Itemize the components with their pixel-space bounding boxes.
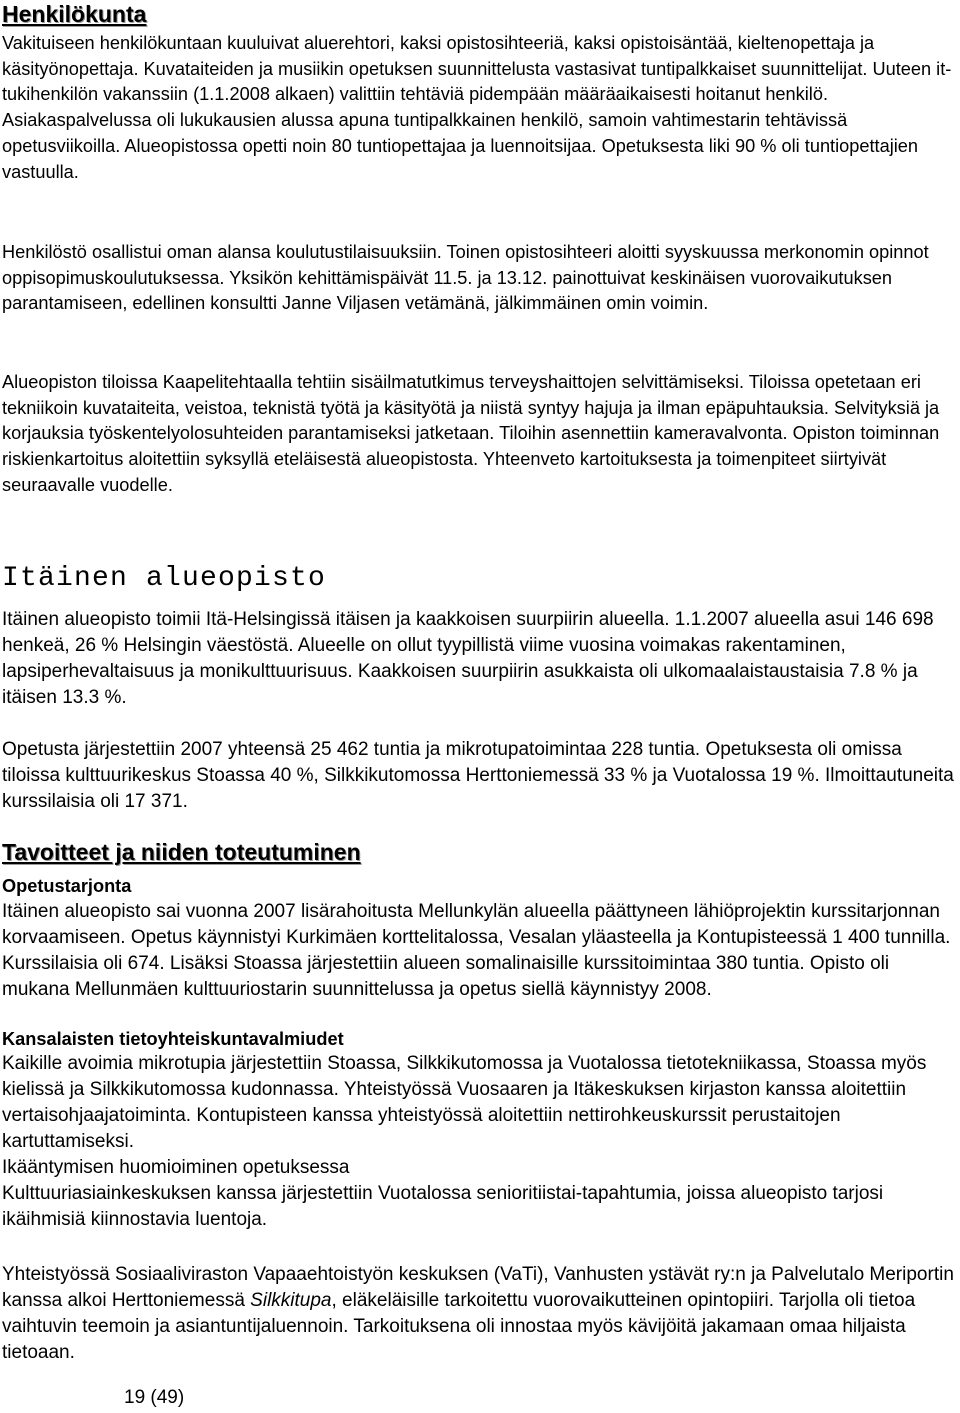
subheading-kansalaiset: Kansalaisten tietoyhteiskuntavalmiudet	[2, 1029, 344, 1049]
paragraph-itainen-2: Opetusta järjestettiin 2007 yhteensä 25 462 tuntia ja mikrotupatoimintaa 228 tuntia. Opetuksesta oli omissa tiloissa kulttuurikeskus Stoassa 40 %, Silkkikutomossa Herttoniemessä 33 % ja Vuotalossa 19 %. Ilmoittautuneita kurssilaisia oli 17 371.	[2, 739, 954, 813]
heading-itainen-alueopisto: Itäinen alueopisto	[2, 563, 327, 594]
paragraph-opetustarjonta: Itäinen alueopisto sai vuonna 2007 lisärahoitusta Mellunkylän alueella päättyneen lähiöprojektin kurssitarjonnan korvaamiseen. Opetus käynnistyi Kurkimäen korttelitalossa, Vesalan yläasteella ja Kontupisteessä 1 400 tunnilla. Kurssilaisia oli 674. Lisäksi Stoassa järjestettiin alueen somalinaisille kurssitoimintaa 380 tuntia. Opisto oli mukana Mellunmäen kulttuuriostarin suunnittelussa ja opetus siellä käynnistyy 2008.	[2, 901, 951, 1001]
paragraph-yhteistyo	[2, 1262, 957, 1366]
paragraph-henkilokunta-2: Henkilöstö osallistui oman alansa koulutustilaisuuksiin. Toinen opistosihteeri aloitti syyskuussa merkonomin opinnot oppisopimuskoulutuksessa. Yksikön kehittämispäivät 11.5. ja 13.12. painottuivat keskinäisen vuorovaikutuksen parantamiseen, edellinen konsultti Janne Viljasen vetämänä, jälkimmäinen omin voimin.	[2, 242, 929, 314]
yhteistyo-text-before: Yhteistyössä Sosiaaliviraston Vapaaehtoistyön keskuksen (VaTi), Vanhusten ystävät ry:n ja Palvelutalo Meriportin kanssa alkoi Herttoniemessä	[2, 1264, 954, 1312]
yhteistyo-emphasis-silkkitupa: Silkkitupa	[250, 1290, 332, 1312]
page-number: 19 (49)	[124, 1387, 185, 1408]
heading-henkilokunta: Henkilökunta	[2, 1, 147, 27]
subheading-ikaantyminen: Ikääntymisen huomioiminen opetuksessa	[2, 1157, 350, 1178]
subheading-opetustarjonta: Opetustarjonta	[2, 876, 132, 896]
paragraph-itainen-1: Itäinen alueopisto toimii Itä-Helsingissä itäisen ja kaakkoisen suurpiirin alueella. 1.1.2007 alueella asui 146 698 henkeä, 26 % Helsingin väestöstä. Alueelle on ollut tyypillistä viime vuosina voimakas rakentaminen, lapsiperhevaltaisuus ja monikulttuurisuus. Kaakkoisen suurpiirin asukkaista oli ulkomaalaistaustaisia 7.8 % ja itäisen 13.3 %.	[2, 609, 934, 709]
heading-tavoitteet: Tavoitteet ja niiden toteutuminen	[2, 839, 361, 865]
paragraph-henkilokunta-1: Vakituiseen henkilökuntaan kuuluivat aluerehtori, kaksi opistosihteeriä, kaksi opistoisäntää, kieltenopettaja ja käsityönopettaja. Kuvataiteiden ja musiikin opetuksen suunnittelusta vastasivat tuntipalkkaiset suunnittelijat. Uuteen it-tukihenkilön vakanssiin (1.1.2008 alkaen) valittiin tehtäviä pidempään määräaikaisesti hoitanut henkilö. Asiakaspalvelussa oli lukukausien alussa apuna tuntipalkkainen henkilö, samoin vahtimestarin tehtävissä opetusviikoilla. Alueopistossa opetti noin 80 tuntiopettajaa ja luennoitsijaa. Opetuksesta liki 90 % oli tuntiopettajien vastuulla.	[2, 33, 952, 182]
paragraph-ikaantyminen: Kulttuuriasiainkeskuksen kanssa järjestettiin Vuotalossa senioritiistai-tapahtumia, joissa alueopisto tarjosi ikäihmisiä kiinnostavia luentoja.	[2, 1183, 884, 1231]
yhteistyo-text-after: , eläkeläisille tarkoitettu vuorovaikutteinen opintopiiri. Tarjolla oli tietoa vaihtuvin teemoin ja asiantuntijaluennoin. Tarkoituksena oli innostaa myös kävijöitä jakamaan omaa hiljaista tietoaan.	[2, 1290, 916, 1364]
paragraph-kansalaiset: Kaikille avoimia mikrotupia järjestettiin Stoassa, Silkkikutomossa ja Vuotalossa tietotekniikassa, Stoassa myös kielissä ja Silkkikutomossa kudonnassa. Yhteistyössä Vuosaaren ja Itäkeskuksen kirjaston kanssa aloitettiin vertaisohjaajatoiminta. Kontupisteen kanssa yhteistyössä aloitettiin nettirohkeuskurssit perustaitojen kartuttamiseksi.	[2, 1053, 927, 1153]
paragraph-henkilokunta-3: Alueopiston tiloissa Kaapelitehtaalla tehtiin sisäilmatutkimus terveyshaittojen selvittämiseksi. Tiloissa opetetaan eri tekniikoin kuvataiteita, veistoa, teknistä työtä ja käsityötä ja niistä syntyy hajuja ja ilman epäpuhtauksia. Selvityksiä ja korjauksia työskentelyolosuhteiden parantamiseksi jatketaan. Tiloihin asennettiin kameravalvonta. Opiston toiminnan riskienkartoitus aloitettiin syksyllä eteläisestä alueopistosta. Yhteenveto kartoituksesta ja toimenpiteet siirtyivät seuraavalle vuodelle.	[2, 372, 940, 495]
